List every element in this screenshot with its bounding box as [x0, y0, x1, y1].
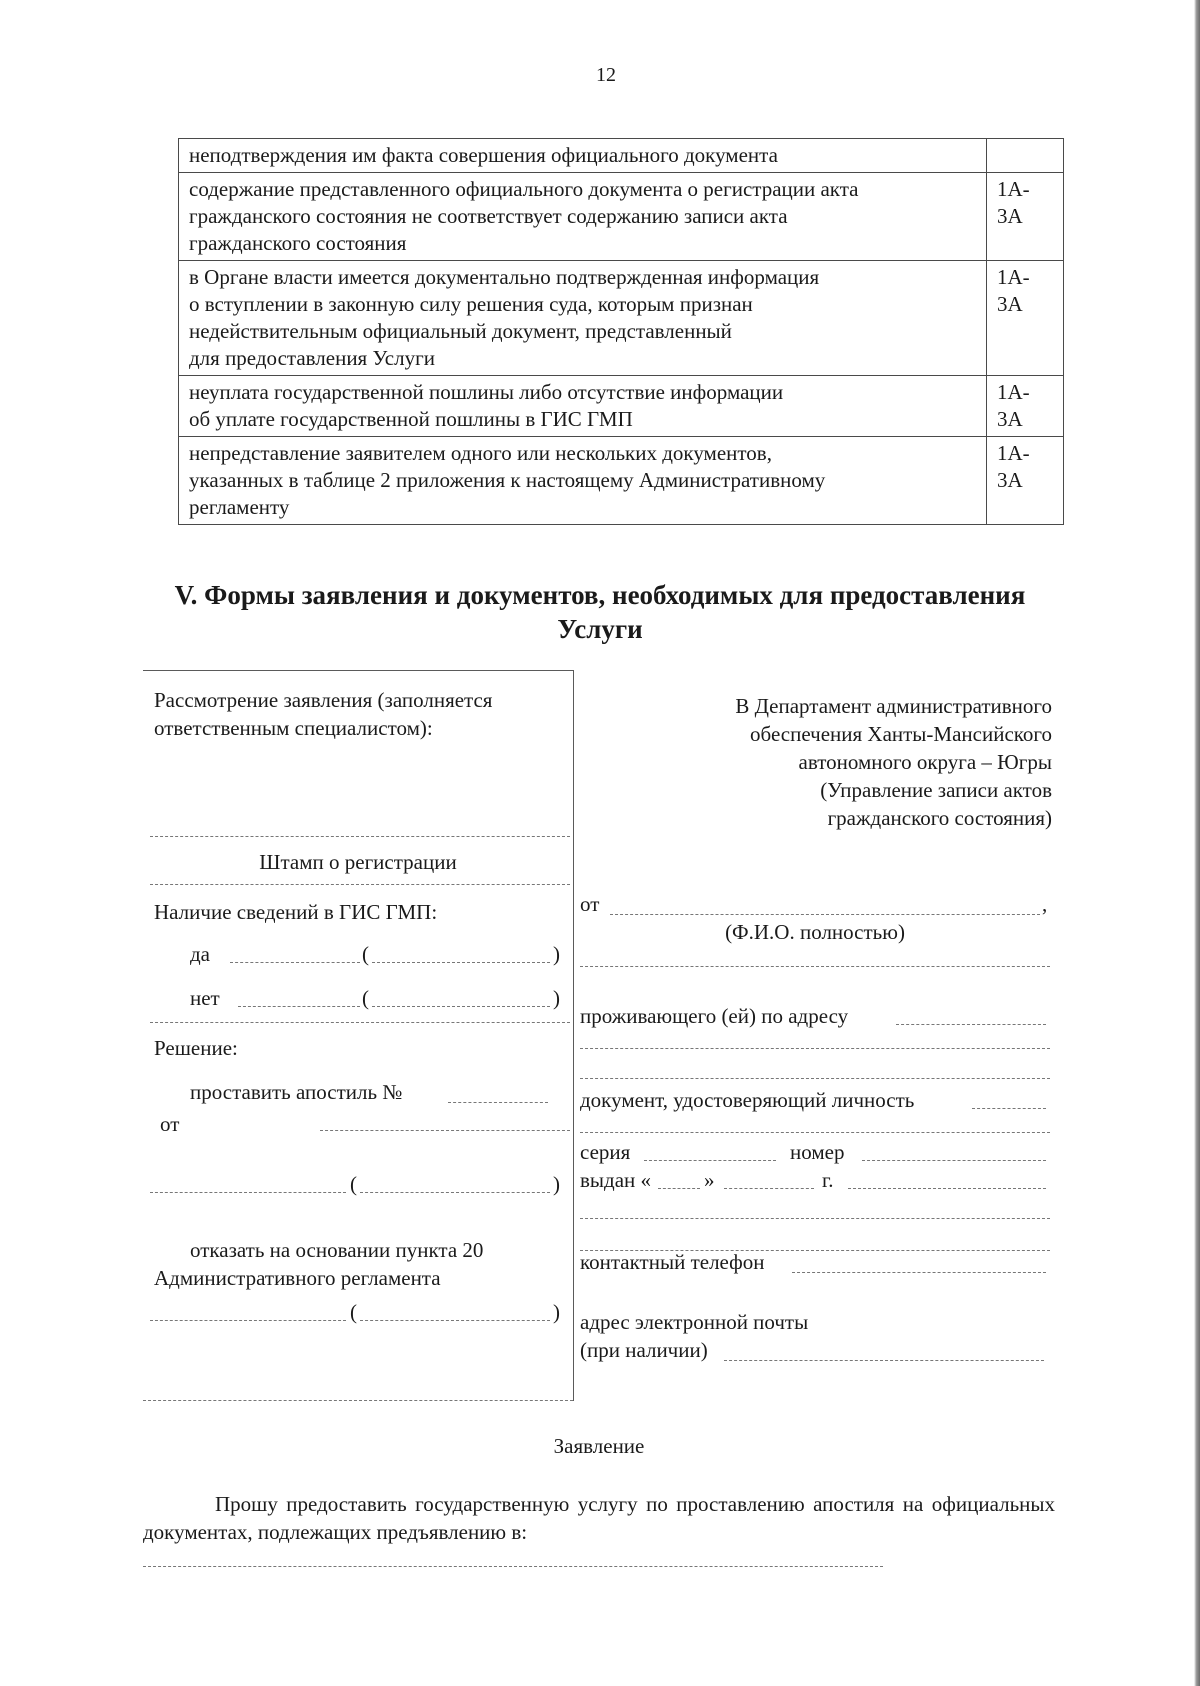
no-name-line[interactable] [372, 1006, 550, 1007]
statement-title: Заявление [553, 1434, 645, 1458]
phone-line[interactable] [792, 1272, 1046, 1273]
apostille-label: проставить апостиль № [190, 1080, 403, 1104]
number-line[interactable] [862, 1160, 1046, 1161]
criteria-text: непредставление заявителем одного или нескольких документов, указанных в таблице 2 приложения к настоящему Административному регламенту [179, 437, 987, 525]
no-label: нет [190, 986, 220, 1010]
address-line[interactable] [896, 1024, 1046, 1025]
applicant-from-label: от [580, 892, 600, 916]
apostille-from-label: от [160, 1112, 180, 1136]
id-doc-label: документ, удостоверяющий личность [580, 1088, 915, 1112]
dept-line-5: гражданского состояния) [827, 806, 1052, 830]
statement-target-line[interactable] [143, 1566, 883, 1567]
criteria-text: в Органе власти имеется документально подтвержденная информация о вступлении в законную силу решения суда, которым признан недействительным официальный документ, представленный для предоставления Услуги [179, 261, 987, 376]
email-hint: (при наличии) [580, 1338, 708, 1362]
fio-hint: (Ф.И.О. полностью) [725, 920, 905, 944]
criteria-text: содержание представленного официального документа о регистрации акта гражданского состояния не соответствует содержанию записи акта гражданского состояния [179, 173, 987, 261]
criteria-row [179, 173, 1064, 261]
dept-line-2: обеспечения Ханты-Мансийского [750, 722, 1052, 746]
paren-close: ) [553, 1300, 560, 1324]
id-doc-line-2[interactable] [580, 1132, 1050, 1133]
issued-by-line[interactable] [848, 1188, 1046, 1189]
criteria-row [179, 261, 1064, 376]
divider [150, 1022, 570, 1023]
divider [150, 836, 570, 837]
yes-name-line[interactable] [372, 962, 550, 963]
id-doc-line[interactable] [972, 1108, 1046, 1109]
series-line[interactable] [644, 1160, 776, 1161]
apostille-number-line[interactable] [448, 1102, 548, 1103]
criteria-row [179, 376, 1064, 437]
criteria-ref: 1А- 3А [987, 261, 1064, 376]
criteria-ref: 1А- 3А [987, 437, 1064, 525]
decision-label: Решение: [154, 1036, 238, 1060]
applicant-name-line-2[interactable] [580, 966, 1050, 967]
apostille-name-line[interactable] [360, 1192, 550, 1193]
dept-line-4: (Управление записи актов [820, 778, 1052, 802]
phone-label: контактный телефон [580, 1250, 765, 1274]
criteria-text: неуплата государственной пошлины либо отсутствие информации об уплате государственной пошлины в ГИС ГМП [179, 376, 987, 437]
comma: , [1042, 892, 1048, 916]
statement-body: Прошу предоставить государственную услугу по проставлению апостиля на официальных документах, подлежащих предъявлению в: [143, 1492, 1055, 1544]
criteria-ref [987, 139, 1064, 173]
refusal-criteria-table [178, 138, 1064, 525]
review-label-cont: ответственным специалистом): [154, 716, 433, 740]
paren-open: ( [362, 986, 369, 1010]
paren-close: ) [553, 986, 560, 1010]
number-label: номер [790, 1140, 845, 1164]
review-label: Рассмотрение заявления (заполняется [154, 688, 493, 712]
scan-edge [1194, 0, 1200, 1686]
year-label: г. [822, 1168, 834, 1192]
page-number: 12 [596, 64, 616, 86]
issued-close: » [704, 1168, 715, 1192]
paren-open: ( [362, 942, 369, 966]
divider [150, 884, 570, 885]
paren-open: ( [350, 1300, 357, 1324]
criteria-row [179, 139, 1064, 173]
series-label: серия [580, 1140, 631, 1164]
divider [143, 1400, 573, 1401]
paren-open: ( [350, 1172, 357, 1196]
refuse-label: отказать на основании пункта 20 [190, 1238, 484, 1262]
stamp-label: Штамп о регистрации [259, 850, 457, 874]
issued-day-line[interactable] [658, 1188, 700, 1189]
refuse-signature-line[interactable] [150, 1320, 346, 1321]
criteria-ref: 1А- 3А [987, 173, 1064, 261]
gis-label: Наличие сведений в ГИС ГМП: [154, 900, 438, 924]
criteria-text: неподтверждения им факта совершения официального документа [179, 139, 987, 173]
email-line[interactable] [724, 1360, 1044, 1361]
address-line-2[interactable] [580, 1048, 1050, 1049]
apostille-signature-line[interactable] [150, 1192, 346, 1193]
issued-label: выдан « [580, 1168, 652, 1192]
apostille-date-line[interactable] [320, 1130, 570, 1131]
yes-label: да [190, 942, 211, 966]
refuse-label-cont: Административного регламента [154, 1266, 441, 1290]
criteria-row [179, 437, 1064, 525]
no-signature-line[interactable] [238, 1006, 360, 1007]
paren-close: ) [553, 1172, 560, 1196]
issued-by-line-2[interactable] [580, 1218, 1050, 1219]
yes-signature-line[interactable] [230, 962, 360, 963]
address-label: проживающего (ей) по адресу [580, 1004, 849, 1028]
dept-line-3: автономного округа – Югры [798, 750, 1052, 774]
dept-line-1: В Департамент административного [735, 694, 1052, 718]
address-line-3[interactable] [580, 1078, 1050, 1079]
paren-close: ) [553, 942, 560, 966]
email-label: адрес электронной почты [580, 1310, 809, 1334]
applicant-name-line[interactable] [610, 914, 1040, 915]
section-title: V. Формы заявления и документов, необходимых для предоставления Услуги [174, 580, 1026, 644]
issued-month-line[interactable] [724, 1188, 814, 1189]
criteria-ref: 1А- 3А [987, 376, 1064, 437]
refuse-name-line[interactable] [360, 1320, 550, 1321]
